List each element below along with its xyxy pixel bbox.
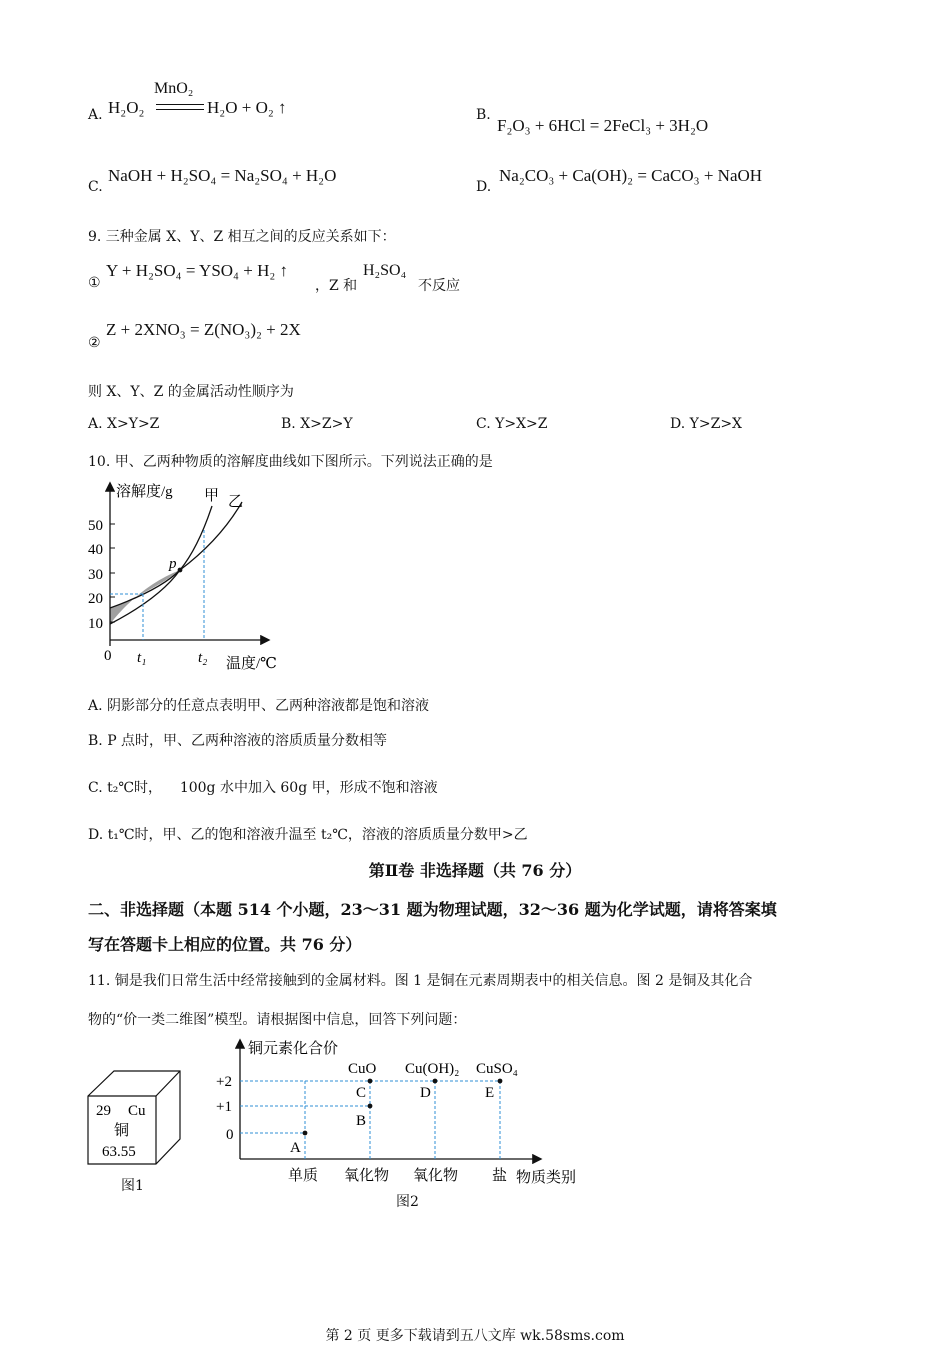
- q8-option-a-label: A.: [88, 107, 103, 123]
- y-tick-30: 30: [88, 567, 103, 583]
- q9-reaction1-number: ①: [88, 275, 101, 291]
- xlabel-salt: 盐: [492, 1168, 508, 1184]
- fig2-y-label: 铜元素化合价: [248, 1041, 339, 1057]
- fig2-x-title: 物质类别: [516, 1170, 577, 1186]
- q9-reaction1-mid: ，Z 和: [315, 278, 358, 294]
- q9-option-c: C. Y>X>Z: [476, 416, 548, 432]
- point-b: [368, 1104, 373, 1109]
- legend-yi: 乙: [228, 494, 244, 510]
- q9-option-b: B. X>Z>Y: [281, 416, 353, 432]
- fig1-caption: 图1: [121, 1178, 144, 1194]
- xlabel-oxide2: 氧化物: [413, 1168, 459, 1184]
- point-p-label: p: [169, 556, 177, 572]
- fig2-ytick-plus2: +2: [216, 1074, 232, 1090]
- label-cuo: CuO: [348, 1061, 377, 1077]
- q10-stem: 10. 甲、乙两种物质的溶解度曲线如下图所示。下列说法正确的是: [88, 454, 493, 470]
- xlabel-oxide1: 氧化物: [344, 1168, 390, 1184]
- x-tick-t1: t₁: [137, 650, 147, 666]
- point-cuo: [368, 1079, 373, 1084]
- x-axis-label: 温度/℃: [226, 656, 277, 672]
- atomic-number: 29: [96, 1103, 111, 1119]
- q9-question: 则 X、Y、Z 的金属活动性顺序为: [88, 384, 294, 400]
- label-b: B: [356, 1113, 367, 1129]
- q9-stem: 9. 三种金属 X、Y、Z 相互之间的反应关系如下：: [88, 229, 396, 245]
- point-p: [178, 568, 183, 573]
- q9-reaction1-tail: 不反应: [418, 278, 460, 294]
- y-tick-20: 20: [88, 591, 103, 607]
- q9-option-a: A. X>Y>Z: [88, 416, 160, 432]
- element-symbol: Cu: [128, 1103, 146, 1119]
- label-e: E: [485, 1085, 495, 1101]
- q8-option-d-label: D.: [476, 179, 492, 195]
- q10-option-a: A. 阴影部分的任意点表明甲、乙两种溶液都是饱和溶液: [88, 698, 430, 714]
- element-name: 铜: [114, 1123, 130, 1139]
- q8-option-b-equation: F₂O₃ + 6HCl = 2FeCl₃ + 3H₂O: [497, 116, 709, 135]
- q10-option-c: C. t₂℃时， 100g 水中加入 60g 甲，形成不饱和溶液: [88, 780, 438, 796]
- section-heading-line1: 二、非选择题（本题 514 个小题，23～31 题为物理试题，32～36 题为化学试题，请将答案填: [88, 900, 777, 919]
- q9-reaction1-equation: Y + H₂SO₄ = YSO₄ + H₂ ↑: [106, 261, 289, 280]
- label-cuoh2: Cu(OH)₂: [405, 1061, 460, 1077]
- series-yi-curve: [110, 502, 242, 608]
- q8-option-a-right: H₂O + O₂ ↑: [207, 98, 287, 117]
- x-tick-t2: t₂: [198, 650, 208, 666]
- point-cuoh2: [433, 1079, 438, 1084]
- page-footer: 第 2 页 更多下载请到五八文库 wk.58sms.com: [325, 1328, 625, 1344]
- y-tick-10: 10: [88, 616, 103, 632]
- atomic-mass: 63.55: [102, 1144, 136, 1160]
- q11-stem-line1: 11. 铜是我们日常生活中经常接触到的金属材料。图 1 是铜在元素周期表中的相关信息。图 2 是铜及其化合: [88, 973, 753, 989]
- point-cuso4: [498, 1079, 503, 1084]
- q9-reaction2-number: ②: [88, 335, 101, 351]
- q11-stem-line2: 物的“价一类二维图”模型。请根据图中信息，回答下列问题：: [88, 1012, 467, 1028]
- q9-reaction1-acid: H₂SO₄: [363, 262, 407, 279]
- xlabel-element: 单质: [288, 1168, 319, 1184]
- y-tick-50: 50: [88, 518, 103, 534]
- section-heading-line2: 写在答题卡上相应的位置。共 76 分）: [88, 935, 362, 954]
- q10-option-d: D. t₁℃时，甲、乙的饱和溶液升温至 t₂℃，溶液的溶质质量分数甲>乙: [88, 827, 528, 843]
- y-tick-40: 40: [88, 542, 103, 558]
- label-a: A: [290, 1140, 301, 1156]
- legend-jia: 甲: [204, 488, 220, 504]
- q8-option-a-catalyst: MnO₂: [154, 80, 194, 97]
- q9-reaction2-equation: Z + 2XNO₃ = Z(NO₃)₂ + 2X: [106, 320, 301, 339]
- section-title: 第Ⅱ卷 非选择题（共 76 分）: [368, 861, 582, 880]
- origin-label: 0: [104, 648, 112, 664]
- point-a: [303, 1131, 308, 1136]
- q8-option-c-equation: NaOH + H₂SO₄ = Na₂SO₄ + H₂O: [108, 166, 337, 185]
- label-cuso4: CuSO₄: [476, 1061, 518, 1077]
- label-d: D: [420, 1085, 431, 1101]
- q9-option-d: D. Y>Z>X: [670, 416, 743, 432]
- q8-option-d-equation: Na₂CO₃ + Ca(OH)₂ = CaCO₃ + NaOH: [499, 166, 763, 185]
- fig2-ytick-plus1: +1: [216, 1099, 232, 1115]
- solubility-chart: [80, 478, 310, 678]
- y-axis-label: 溶解度/g: [116, 484, 173, 500]
- fig2-caption: 图2: [396, 1194, 419, 1210]
- q10-option-b: B. P 点时，甲、乙两种溶液的溶质质量分数相等: [88, 733, 388, 749]
- valence-category-chart: [210, 1033, 600, 1193]
- q8-option-a-left: H₂O₂: [108, 98, 145, 117]
- label-c: C: [356, 1085, 367, 1101]
- fig2-ytick-0: 0: [226, 1127, 234, 1143]
- copper-element-cube: [86, 1068, 186, 1168]
- q8-option-b-label: B.: [476, 107, 491, 123]
- q8-option-a-equals: [156, 104, 204, 110]
- q8-option-c-label: C.: [88, 179, 103, 195]
